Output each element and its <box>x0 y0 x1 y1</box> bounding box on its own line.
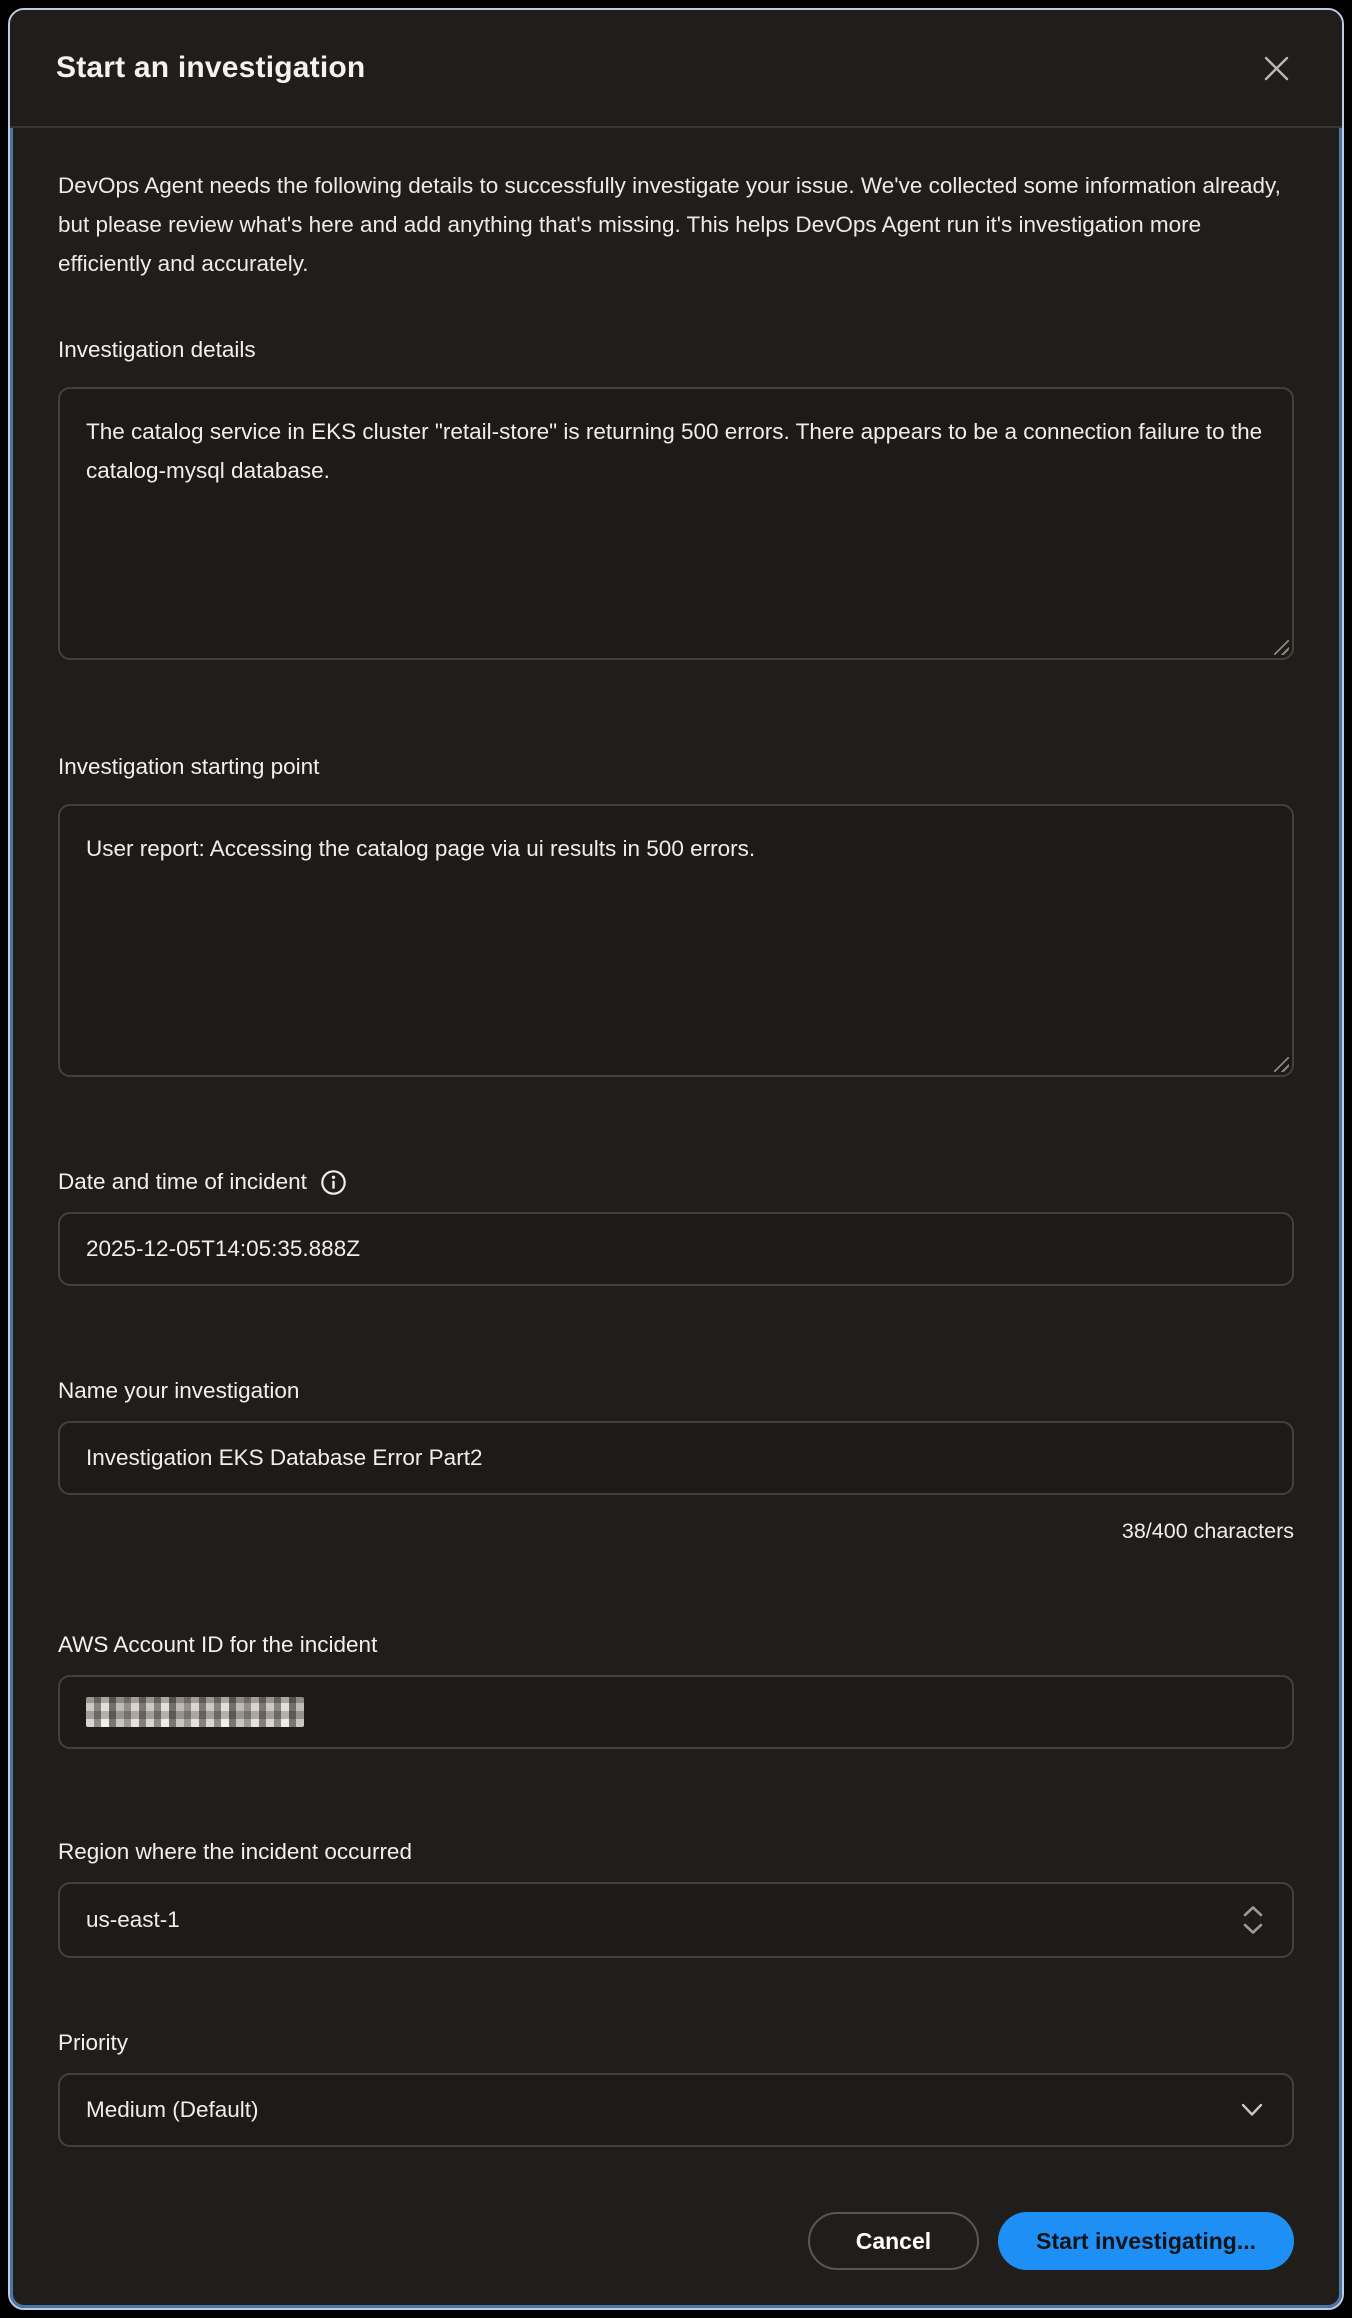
cancel-button[interactable]: Cancel <box>808 2212 979 2270</box>
modal-content <box>10 128 1342 2308</box>
account-id-input[interactable] <box>58 1675 1294 1749</box>
resize-handle-icon[interactable] <box>1274 1057 1289 1072</box>
resize-handle-icon[interactable] <box>1274 640 1289 655</box>
investigation-details-label: Investigation details <box>58 337 256 362</box>
priority-selected-value: Medium (Default) <box>86 2097 259 2122</box>
region-select[interactable] <box>58 1882 1294 1958</box>
start-investigating-button[interactable]: Start investigating... <box>998 2212 1294 2270</box>
account-id-label: AWS Account ID for the incident <box>58 1632 378 1657</box>
close-button[interactable] <box>1257 49 1296 88</box>
modal-footer <box>58 2212 1294 2270</box>
priority-label: Priority <box>58 2030 129 2055</box>
modal-header <box>10 10 1342 128</box>
datetime-label-text: Date and time of incident <box>58 1169 307 1194</box>
close-icon <box>1263 55 1290 82</box>
account-id-redacted-value <box>86 1697 304 1727</box>
region-label: Region where the incident occurred <box>58 1839 412 1864</box>
region-selected-value: us-east-1 <box>86 1907 180 1932</box>
starting-point-textarea[interactable] <box>58 804 1294 1077</box>
info-icon[interactable] <box>320 1169 347 1196</box>
select-stepper-icon <box>1240 1903 1266 1937</box>
datetime-label <box>58 1167 1294 1197</box>
character-counter: 38/400 characters <box>1121 1519 1294 1543</box>
investigation-details-textarea[interactable] <box>58 387 1294 660</box>
investigation-name-label: Name your investigation <box>58 1378 300 1403</box>
starting-point-field-wrap <box>58 804 1294 1077</box>
chevron-down-icon <box>1238 2101 1266 2119</box>
investigation-details-field-wrap <box>58 387 1294 660</box>
modal-title: Start an investigation <box>56 51 366 84</box>
start-investigation-modal <box>8 8 1344 2310</box>
priority-select[interactable] <box>58 2073 1294 2147</box>
starting-point-label: Investigation starting point <box>58 754 320 779</box>
datetime-input[interactable] <box>58 1212 1294 1286</box>
intro-text: DevOps Agent needs the following details to successfully investigate your issue. We've collected some information already, but please review what's here and add anything that's missing. This helps DevOps Agent run it's investigation more efficiently and accurately. <box>58 173 1281 276</box>
investigation-name-input[interactable] <box>58 1421 1294 1495</box>
